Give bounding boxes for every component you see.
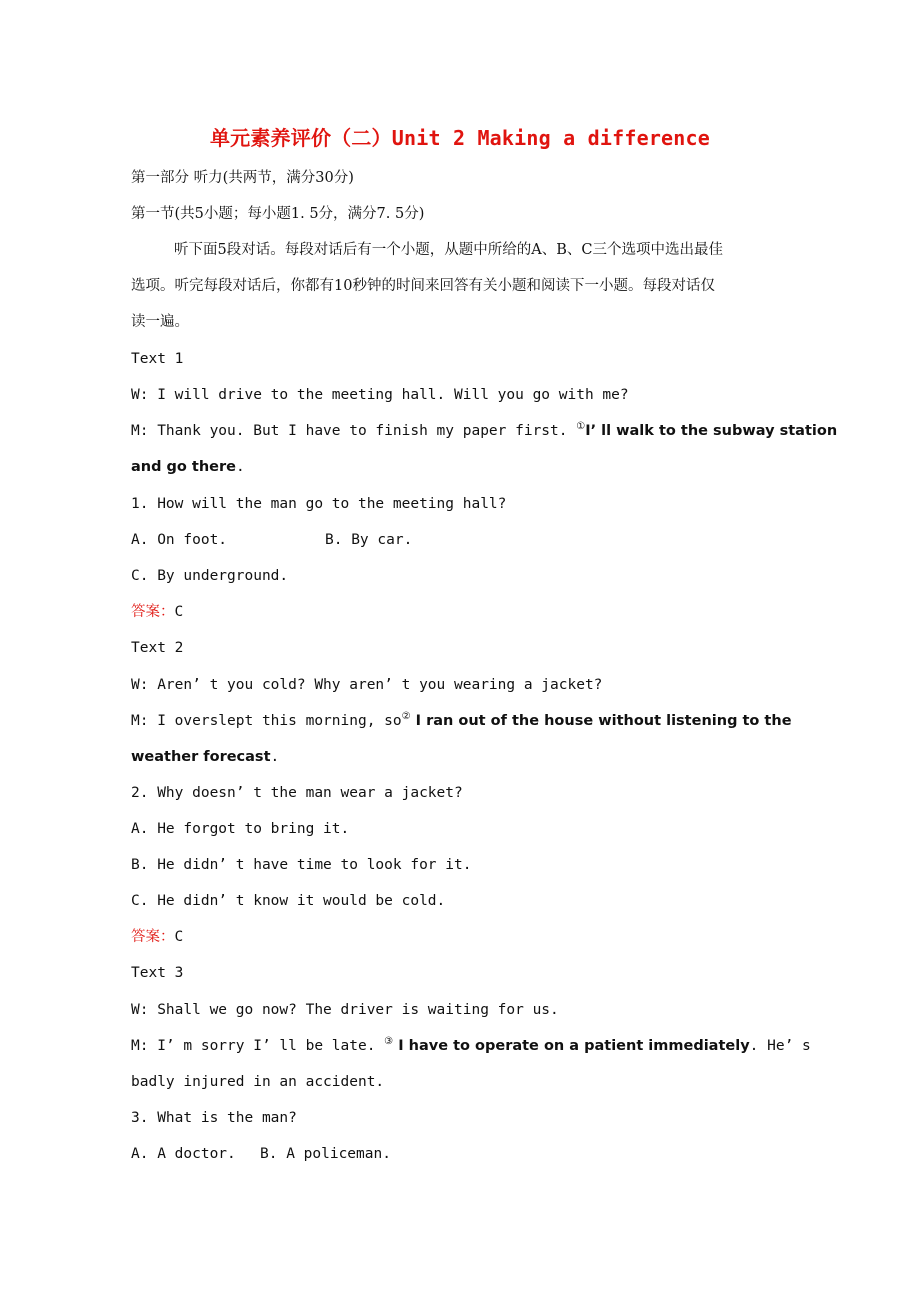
text3-m-after: . He’ s	[749, 1038, 811, 1054]
q1-answer	[131, 602, 831, 622]
text3-label: Text 3	[131, 965, 184, 981]
text2-m-mark: ②	[401, 711, 411, 722]
text2-m-bold1: I ran out of the house without listening to the	[410, 713, 792, 729]
text1-m-bold1: I’ ll walk to the subway station	[585, 423, 838, 439]
text2-m-plain: M: I overslept this morning, so	[131, 713, 402, 729]
text2-label: Text 2	[131, 640, 184, 656]
instructions-line-3: 读一遍。	[131, 314, 189, 330]
text3-w-line: W: Shall we go now? The driver is waiting for us.	[131, 1002, 559, 1018]
q2-answer	[131, 927, 831, 947]
q2-option-c: C. He didn’ t know it would be cold.	[131, 893, 446, 909]
q1-option-a: A. On foot.	[131, 532, 228, 548]
question-3: 3. What is the man?	[131, 1110, 297, 1126]
text2-m-line	[131, 711, 831, 731]
instructions-line-2: 选项。听完每段对话后，你都有10秒钟的时间来回答有关小题和阅读下一小题。每段对话仅	[131, 278, 715, 294]
question-2: 2. Why doesn’ t the man wear a jacket?	[131, 785, 463, 801]
section-heading: 第一节(共5小题；每小题1. 5分，满分7. 5分)	[131, 206, 425, 222]
text2-m-line-2	[131, 747, 831, 767]
q2-option-a: A. He forgot to bring it.	[131, 821, 350, 837]
text3-m-line-2: badly injured in an accident.	[131, 1074, 385, 1090]
q1-option-c: C. By underground.	[131, 568, 289, 584]
text2-m-end: .	[270, 749, 280, 765]
q1-option-b: B. By car.	[325, 532, 413, 548]
q3-option-a: A. A doctor.	[131, 1146, 236, 1162]
text3-m-bold1: I have to operate on a patient immediately	[393, 1038, 750, 1054]
text1-m-line	[131, 421, 838, 441]
question-1: 1. How will the man go to the meeting hall?	[131, 496, 507, 512]
part-heading: 第一部分 听力(共两节，满分30分)	[131, 170, 354, 186]
text3-m-mark: ③	[384, 1036, 394, 1047]
q3-option-b: B. A policeman.	[260, 1146, 391, 1162]
question-3-options-ab	[131, 1144, 831, 1164]
page-title: 单元素养评价（二）Unit 2 Making a difference	[209, 126, 711, 150]
text3-m-line	[131, 1036, 831, 1056]
text1-m-plain: M: Thank you. But I have to finish my paper first.	[131, 423, 577, 439]
text2-m-bold2: weather forecast	[131, 749, 271, 765]
text1-m-bold2: and go there	[131, 459, 236, 475]
text3-m-plain: M: I’ m sorry I’ ll be late.	[131, 1038, 385, 1054]
question-1-options-ab	[131, 530, 831, 550]
text1-label: Text 1	[131, 351, 184, 367]
text2-w-line: W: Aren’ t you cold? Why aren’ t you wearing a jacket?	[131, 677, 603, 693]
text1-m-line-2	[131, 457, 831, 477]
text1-m-mark: ①	[576, 421, 586, 432]
q2-answer-label: 答案：	[131, 929, 175, 945]
q2-answer-value: C	[174, 929, 184, 945]
instructions-line-1: 听下面5段对话。每段对话后有一个小题，从题中所给的A、B、C三个选项中选出最佳	[174, 242, 723, 258]
text1-w-line: W: I will drive to the meeting hall. Will you go with me?	[131, 387, 629, 403]
q1-answer-value: C	[174, 604, 184, 620]
q2-option-b: B. He didn’ t have time to look for it.	[131, 857, 472, 873]
q1-answer-label: 答案：	[131, 604, 175, 620]
text1-m-end: .	[236, 459, 245, 475]
